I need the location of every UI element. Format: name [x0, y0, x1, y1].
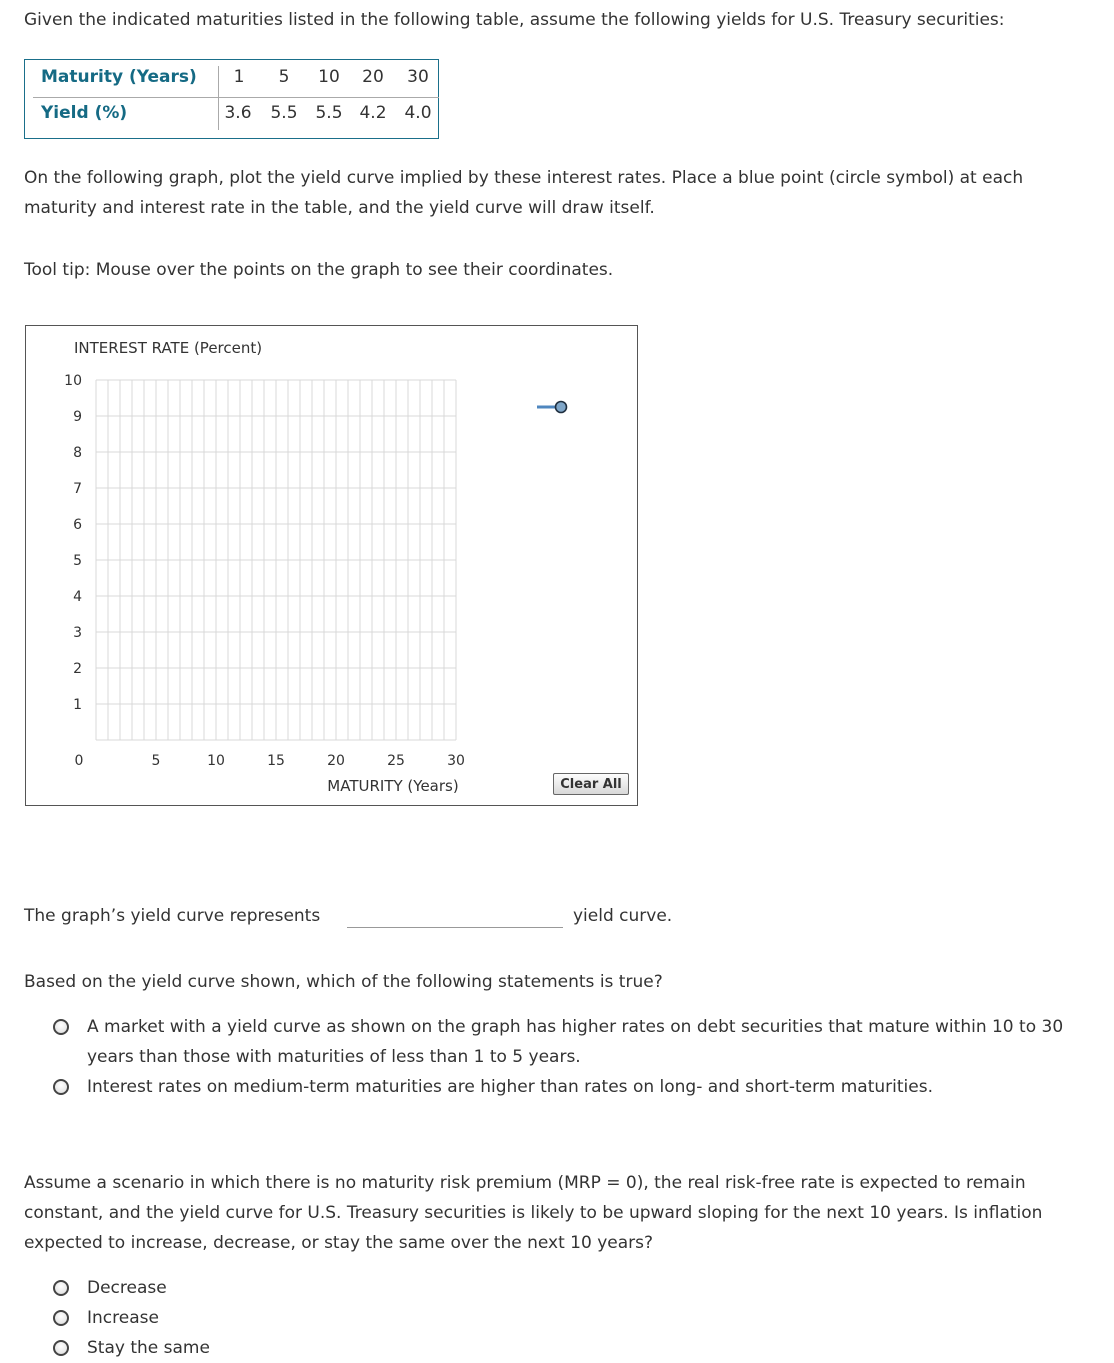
x-axis-label: MATURITY (Years)	[327, 777, 459, 795]
clear-all-button[interactable]: Clear All	[553, 773, 629, 795]
y-tick-label: 9	[73, 409, 82, 425]
intro-text: Given the indicated maturities listed in the following table, assume the following yields for U.S. Treasury securities:	[24, 10, 1005, 30]
radio-button[interactable]	[53, 1019, 69, 1035]
tooltip-note: Tool tip: Mouse over the points on the graph to see their coordinates.	[24, 260, 614, 280]
y-tick-label: 7	[73, 481, 82, 497]
graph-panel	[25, 325, 638, 806]
tool-circle	[556, 402, 567, 413]
yield-cell: 5.5	[270, 103, 298, 123]
yield-table	[24, 59, 439, 139]
x-tick-label: 0	[74, 753, 84, 769]
q3-option-label: Stay the same	[87, 1338, 210, 1358]
y-tick-label: 10	[64, 373, 82, 389]
y-tick-label: 1	[73, 697, 82, 713]
yield-cell: 4.0	[404, 103, 432, 123]
q1	[24, 901, 673, 931]
radio-button[interactable]	[53, 1079, 69, 1095]
yield-header: Yield (%)	[41, 103, 128, 123]
yield-curve-chart[interactable]	[26, 326, 637, 805]
yield-curve-dropdown[interactable]	[347, 927, 563, 928]
q2-question: Based on the yield curve shown, which of the following statements is true?	[24, 972, 663, 992]
x-tick-label: 5	[151, 753, 161, 769]
q3-option-label: Increase	[87, 1308, 159, 1328]
y-tick-label: 5	[73, 553, 82, 569]
maturity-cell: 5	[278, 67, 290, 87]
y-tick-label: 3	[73, 625, 82, 641]
q3-option-label: Decrease	[87, 1278, 167, 1298]
y-tick-label: 8	[73, 445, 82, 461]
x-tick-label: 25	[387, 753, 405, 769]
y-tick-label: 4	[73, 589, 82, 605]
q2-option-label: Interest rates on medium-term maturities are higher than rates on long- and short-term maturities.	[87, 1077, 933, 1097]
yield-cell: 4.2	[359, 103, 387, 123]
x-tick-label: 30	[447, 753, 465, 769]
x-tick-label: 20	[327, 753, 345, 769]
maturity-cell: 30	[407, 67, 429, 87]
y-axis-label: INTEREST RATE (Percent)	[74, 339, 263, 357]
y-tick-label: 2	[73, 661, 82, 677]
q1-before: The graph’s yield curve represents	[24, 906, 321, 926]
table-divider	[218, 66, 219, 130]
maturity-cell: 10	[318, 67, 340, 87]
radio-button[interactable]	[53, 1310, 69, 1326]
q1-after: yield curve.	[573, 906, 673, 926]
radio-button[interactable]	[53, 1340, 69, 1356]
table-divider	[33, 97, 439, 98]
radio-button[interactable]	[53, 1280, 69, 1296]
q2-option-label: A market with a yield curve as shown on the graph has higher rates on debt securities that mature within 10 to 30 years than those with maturities of less than 1 to 5 years.	[87, 1017, 1064, 1067]
maturity-cell: 1	[233, 67, 245, 87]
maturity-cell: 20	[362, 67, 384, 87]
y-tick-label: 6	[73, 517, 82, 533]
yield-cell: 5.5	[315, 103, 343, 123]
maturity-header: Maturity (Years)	[41, 67, 197, 87]
yield-cell: 3.6	[224, 103, 252, 123]
x-tick-label: 15	[267, 753, 285, 769]
point-tool-icon[interactable]	[537, 402, 567, 413]
x-tick-label: 10	[207, 753, 225, 769]
instruction-text: On the following graph, plot the yield curve implied by these interest rates. Place a blue point (circle symbol) at each maturity and interest rate in the table, and the yield curve will draw itself.	[24, 168, 1024, 218]
q3-question: Assume a scenario in which there is no maturity risk premium (MRP = 0), the real risk-free rate is expected to remain constant, and the yield curve for U.S. Treasury securities is likely to be upward sloping for the next 10 years. Is inflation expected to increase, decrease, or stay the same over the next 10 years?	[24, 1173, 1043, 1253]
